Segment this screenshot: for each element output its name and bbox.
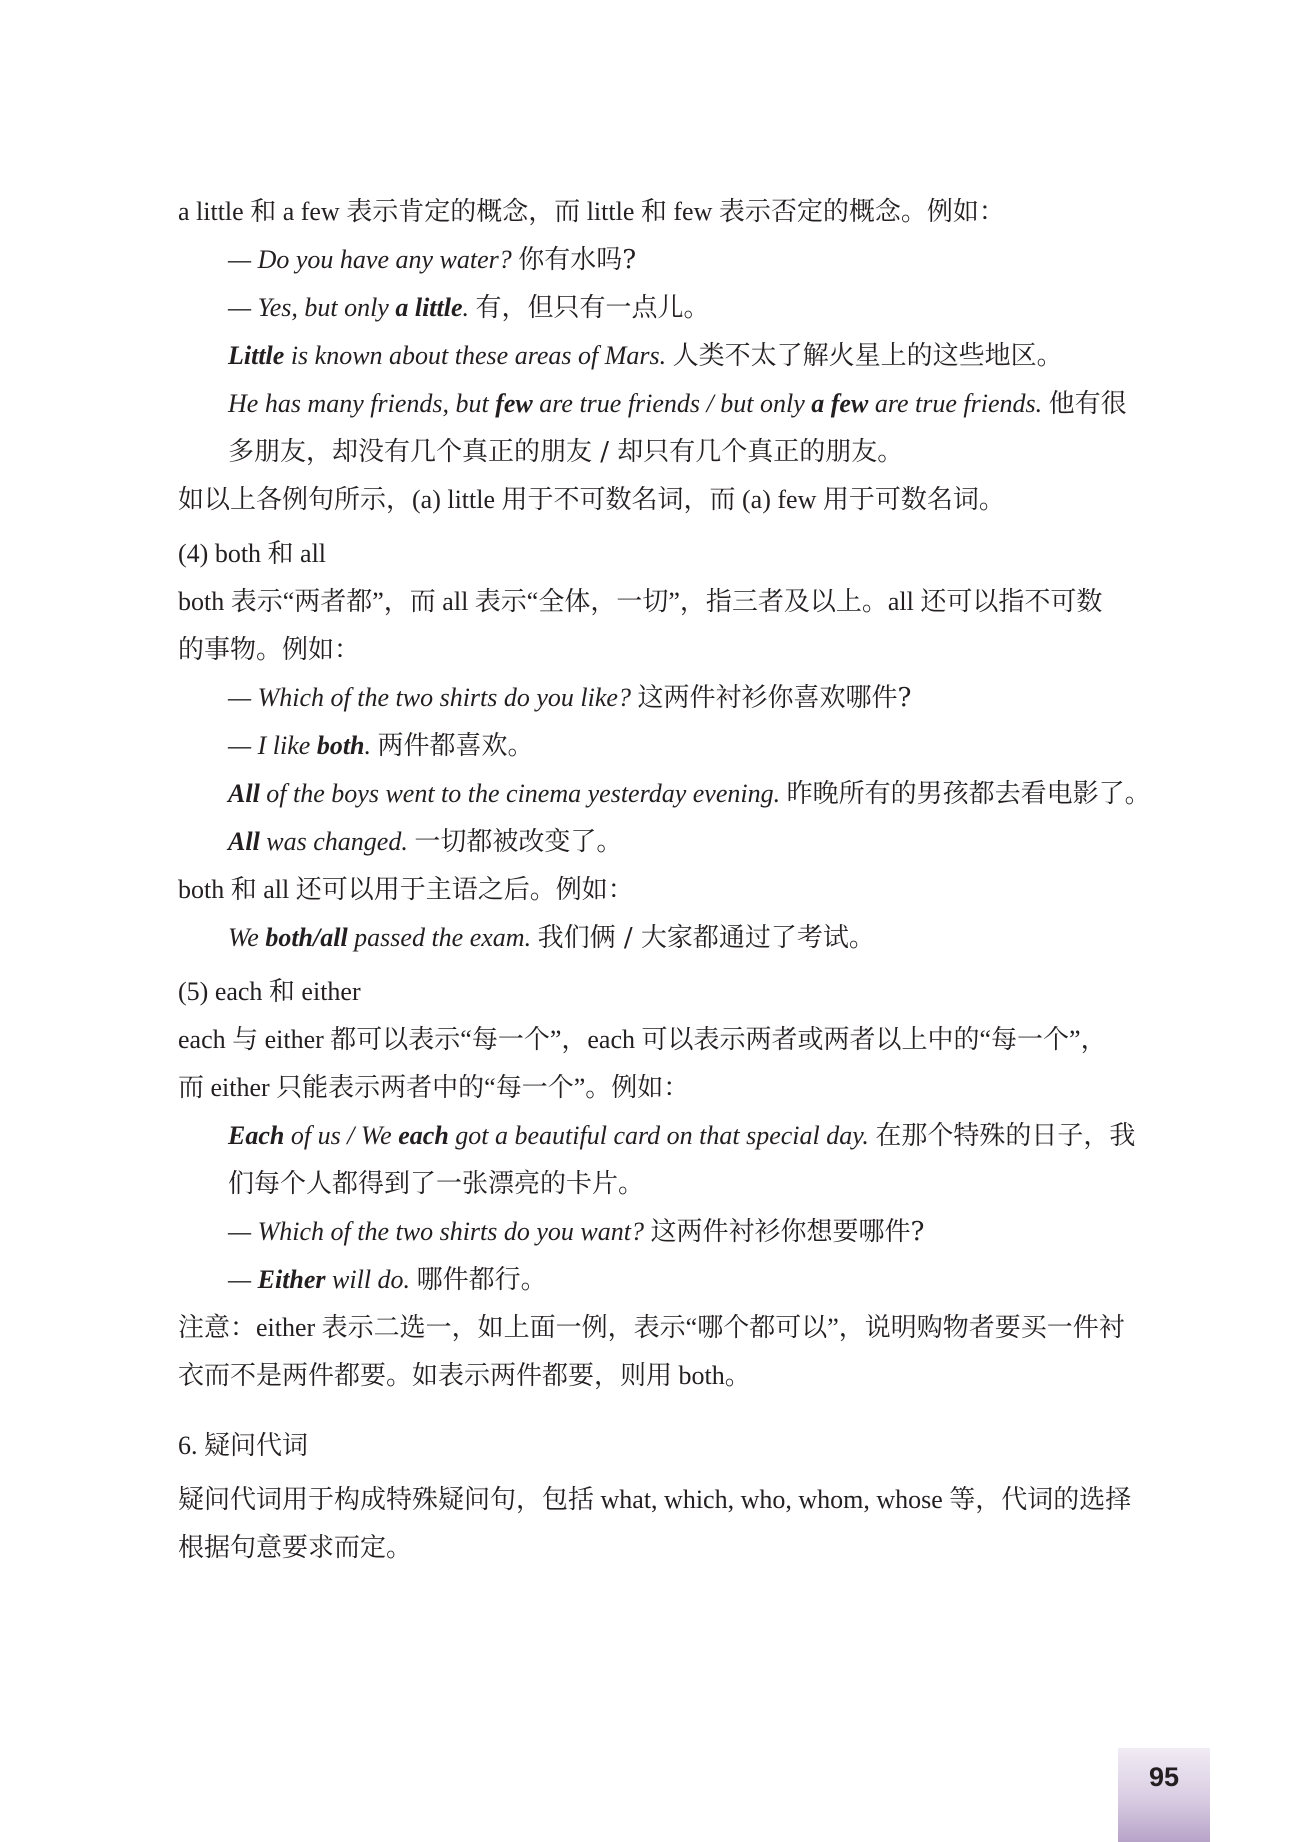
page-number: 95 <box>1148 1762 1180 1792</box>
emphasis: a little <box>395 293 463 322</box>
emphasis: Little <box>228 341 285 370</box>
emphasis: Either <box>257 1265 326 1294</box>
example-chinese: 两件都喜欢。 <box>377 731 534 761</box>
example-english: passed the exam. <box>347 923 532 952</box>
note-paragraph: 衣而不是两件都要。如表示两件都要，则用 both。 <box>178 1361 751 1390</box>
example-english: is known about these areas of Mars. <box>284 341 667 370</box>
example-english: — <box>228 1265 258 1294</box>
example-chinese: 们每个人都得到了一张漂亮的卡片。 <box>228 1169 645 1199</box>
example-sentence <box>178 674 1198 722</box>
example-chinese: 我们俩 / 大家都通过了考试。 <box>537 923 875 953</box>
example-english: of the boys went to the cinema yesterday evening. <box>259 779 781 808</box>
example-english: are true friends. <box>868 389 1043 418</box>
example-chinese: 在那个特殊的日子，我 <box>875 1121 1136 1151</box>
example-english: He has many friends, but <box>228 389 496 418</box>
emphasis: All <box>228 779 260 808</box>
example-english: — I like <box>228 731 317 760</box>
example-chinese: 多朋友，却没有几个真正的朋友 / 却只有几个真正的朋友。 <box>228 437 904 467</box>
example-chinese: 一切都被改变了。 <box>414 827 623 857</box>
example-sentence <box>178 770 1198 818</box>
emphasis: both <box>316 731 365 760</box>
example-sentence <box>178 1112 1198 1160</box>
paragraph: 如以上各例句所示，(a) little 用于不可数名词，而 (a) few 用于可数名词。 <box>178 485 1005 514</box>
example-chinese: 昨晚所有的男孩都去看电影了。 <box>786 779 1151 809</box>
example-chinese: 这两件衬衫你喜欢哪件? <box>637 683 912 713</box>
paragraph: 疑问代词用于构成特殊疑问句，包括 what, which, who, whom, whose 等，代词的选择 <box>178 1485 1132 1514</box>
example-english: was changed. <box>259 827 408 856</box>
example-english: — Which of the two shirts do you want? <box>228 1217 644 1246</box>
example-english: of us / We <box>284 1121 399 1150</box>
example-chinese: 这两件衬衫你想要哪件? <box>650 1217 925 1247</box>
example-chinese: 你有水吗? <box>518 245 637 275</box>
emphasis: few <box>495 389 533 418</box>
example-sentence <box>178 236 1198 284</box>
example-english: — Which of the two shirts do you like? <box>228 683 631 712</box>
example-sentence <box>178 1256 1198 1304</box>
paragraph: 的事物。例如： <box>178 635 361 664</box>
example-english: We <box>228 923 266 952</box>
paragraph: a little 和 a few 表示肯定的概念，而 little 和 few 表示否定的概念。例如： <box>178 197 1005 226</box>
example-sentence <box>178 818 1198 866</box>
page-number-tab <box>1118 1748 1210 1842</box>
paragraph: 根据句意要求而定。 <box>178 1533 413 1562</box>
example-chinese: 他有很 <box>1048 389 1127 419</box>
example-chinese: 哪件都行。 <box>416 1265 547 1295</box>
example-sentence <box>178 284 1198 332</box>
example-english: . <box>462 293 470 322</box>
emphasis: both/all <box>265 923 348 952</box>
paragraph: each 与 either 都可以表示“每一个”，each 可以表示两者或两者以上中的“每一个”， <box>178 1025 1107 1054</box>
example-sentence <box>178 380 1198 428</box>
example-sentence <box>178 914 1198 962</box>
paragraph: 而 either 只能表示两者中的“每一个”。例如： <box>178 1073 690 1102</box>
emphasis: a few <box>811 389 869 418</box>
section-heading: 6. 疑问代词 <box>178 1431 309 1460</box>
emphasis: Each <box>228 1121 285 1150</box>
example-chinese: 人类不太了解火星上的这些地区。 <box>672 341 1063 371</box>
example-english: got a beautiful card on that special day. <box>448 1121 869 1150</box>
note-paragraph: 注意：either 表示二选一，如上面一例，表示“哪个都可以”，说明购物者要买一件衬 <box>178 1313 1125 1342</box>
section-heading: (5) each 和 either <box>178 977 361 1006</box>
example-sentence <box>178 1208 1198 1256</box>
paragraph: both 表示“两者都”，而 all 表示“全体，一切”，指三者及以上。all 还可以指不可数 <box>178 587 1103 616</box>
emphasis: each <box>398 1121 449 1150</box>
example-english: will do. <box>325 1265 411 1294</box>
example-chinese: 有，但只有一点儿。 <box>475 293 710 323</box>
paragraph: both 和 all 还可以用于主语之后。例如： <box>178 875 634 904</box>
example-sentence <box>178 722 1198 770</box>
section-heading: (4) both 和 all <box>178 539 327 568</box>
example-english: — Do you have any water? <box>228 245 512 274</box>
page-content <box>178 188 1198 1572</box>
example-english: are true friends / but only <box>532 389 812 418</box>
example-english: — Yes, but only <box>228 293 396 322</box>
example-english: . <box>364 731 371 760</box>
emphasis: All <box>228 827 260 856</box>
example-sentence <box>178 332 1198 380</box>
